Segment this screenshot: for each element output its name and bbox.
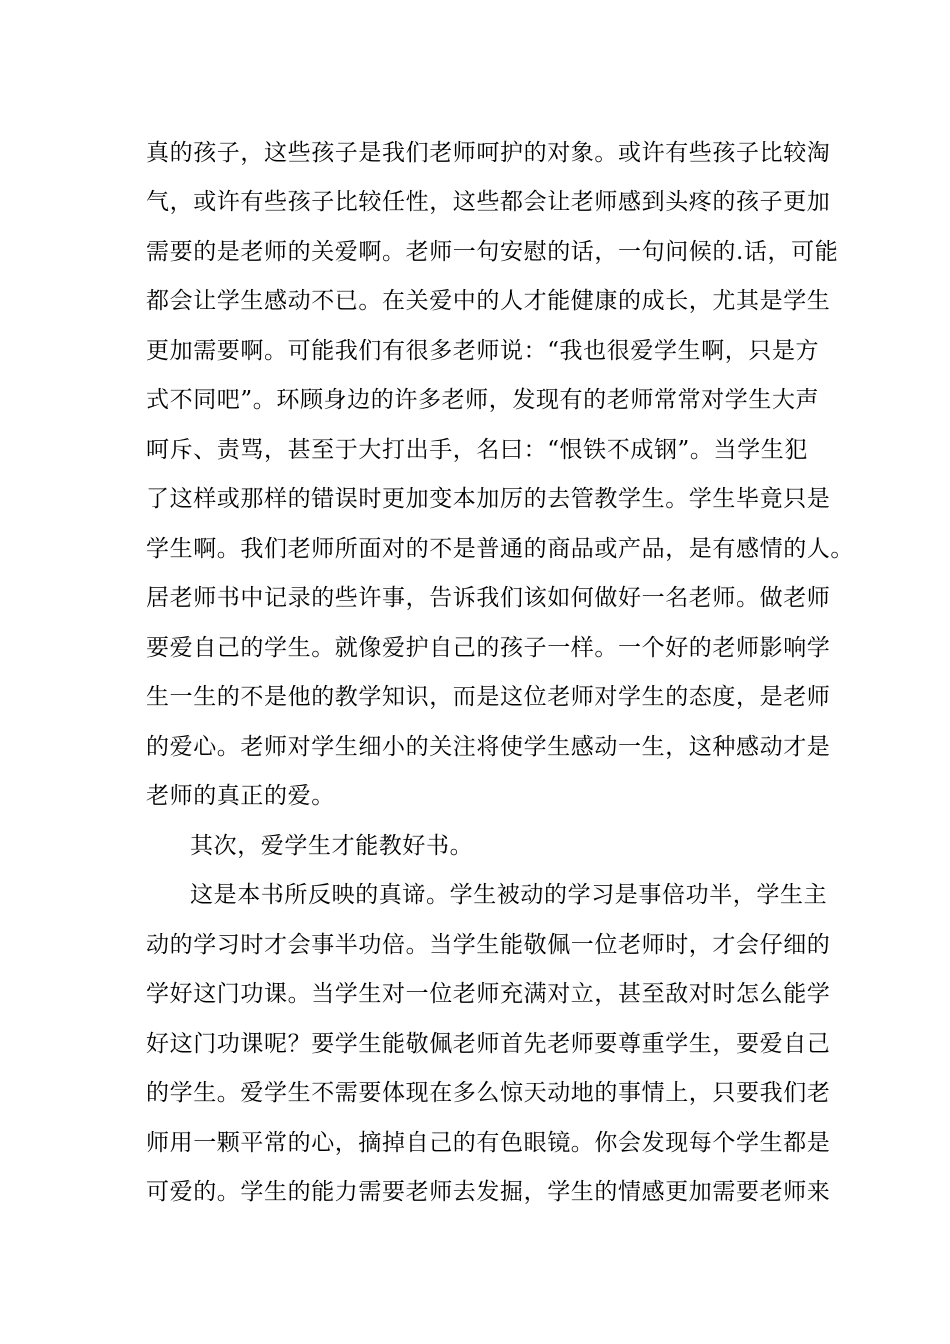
text-line: 师用一颗平常的心，摘掉自己的有色眼镜。你会发现每个学生都是 [146, 1130, 831, 1156]
text-line: 好这门功课呢？要学生能敬佩老师首先老师要尊重学生，要爱自己 [146, 1031, 831, 1057]
text-line: 气，或许有些孩子比较任性，这些都会让老师感到头疼的孩子更加 [146, 189, 831, 215]
text-line: 式不同吧”。环顾身边的许多老师，发现有的老师常常对学生大声 [146, 387, 820, 413]
text-line: 了这样或那样的错误时更加变本加厉的去管教学生。学生毕竟只是 [146, 486, 831, 512]
text-line: 真的孩子，这些孩子是我们老师呵护的对象。或许有些孩子比较淘 [146, 140, 831, 166]
text-line: 学生啊。我们老师所面对的不是普通的商品或产品，是有感情的人。 [146, 536, 854, 562]
text-line: 呵斥、责骂，甚至于大打出手，名曰：“恨铁不成钢”。当学生犯 [146, 437, 808, 463]
text-line: 这是本书所反映的真谛。学生被动的学习是事倍功半，学生主 [190, 882, 828, 908]
text-line: 动的学习时才会事半功倍。当学生能敬佩一位老师时，才会仔细的 [146, 932, 831, 958]
text-line: 可爱的。学生的能力需要老师去发掘，学生的情感更加需要老师来 [146, 1179, 831, 1205]
text-line: 都会让学生感动不已。在关爱中的人才能健康的成长，尤其是学生 [146, 288, 831, 314]
text-line: 更加需要啊。可能我们有很多老师说：“我也很爱学生啊，只是方 [146, 338, 820, 364]
text-line: 需要的是老师的关爱啊。老师一句安慰的话，一句问候的.话，可能 [146, 239, 839, 265]
text-line: 要爱自己的学生。就像爱护自己的孩子一样。一个好的老师影响学 [146, 635, 831, 661]
text-line: 居老师书中记录的些许事，告诉我们该如何做好一名老师。做老师 [146, 585, 831, 611]
text-line: 的学生。爱学生不需要体现在多么惊天动地的事情上，只要我们老 [146, 1080, 831, 1106]
text-line: 的爱心。老师对学生细小的关注将使学生感动一生，这种感动才是 [146, 734, 831, 760]
text-line: 老师的真正的爱。 [146, 783, 335, 809]
text-line: 学好这门功课。当学生对一位老师充满对立，甚至敌对时怎么能学 [146, 981, 831, 1007]
text-line: 生一生的不是他的教学知识，而是这位老师对学生的态度，是老师 [146, 684, 831, 710]
paragraph-heading: 其次，爱学生才能教好书。 [190, 833, 474, 859]
